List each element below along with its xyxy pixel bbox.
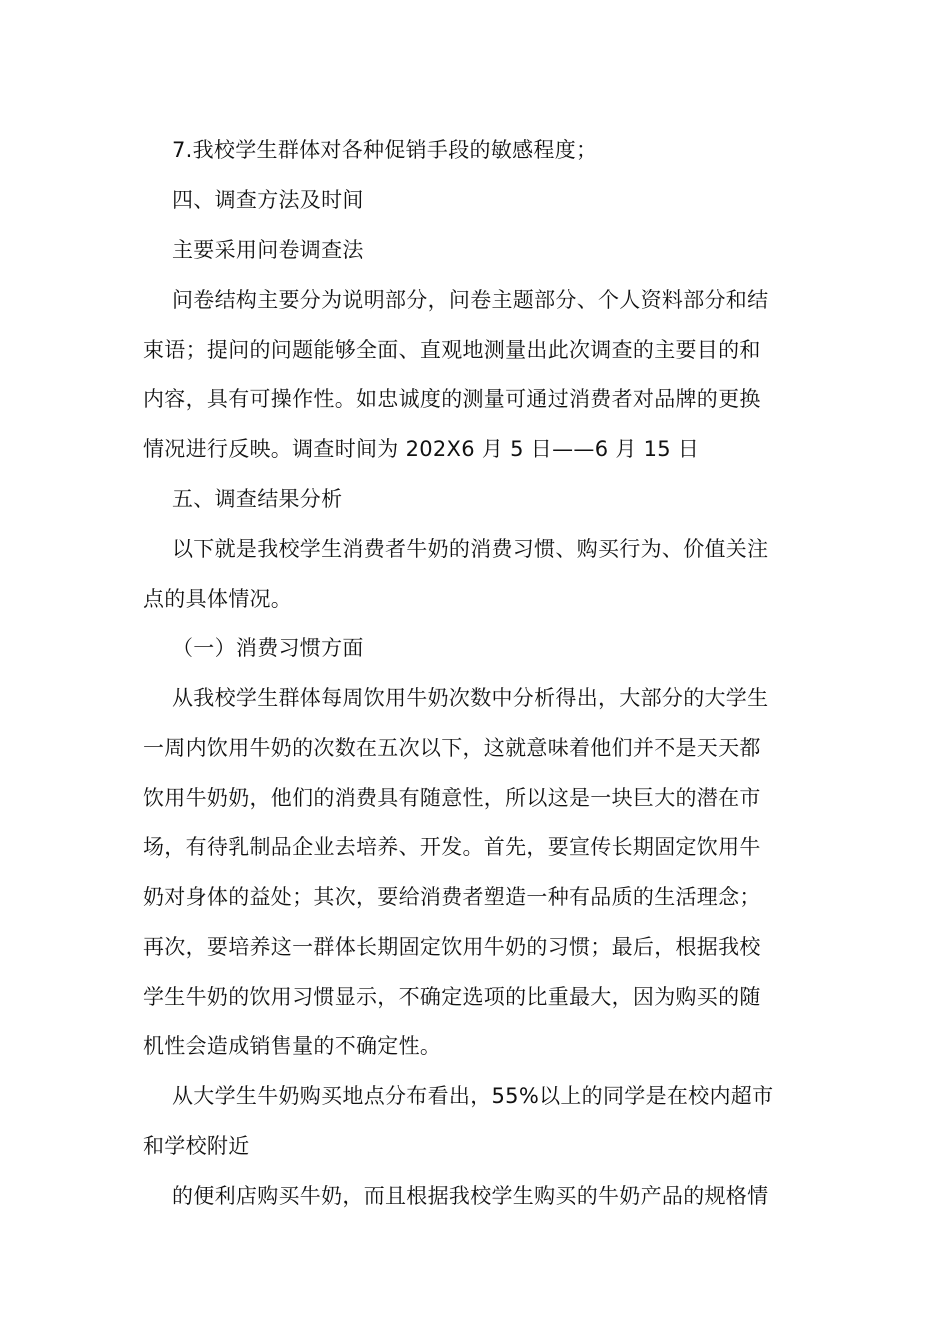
section-heading-four: 四、调查方法及时间 xyxy=(172,188,364,212)
paragraph-line: 束语；提问的问题能够全面、直观地测量出此次调查的主要目的和 xyxy=(143,338,761,362)
paragraph-line: 学生牛奶的饮用习惯显示，不确定选项的比重最大，因为购买的随 xyxy=(143,985,761,1009)
paragraph-line: 情况进行反映。调查时间为 202X6 月 5 日——6 月 15 日 xyxy=(143,437,700,461)
paragraph-line: 机性会造成销售量的不确定性。 xyxy=(143,1034,442,1058)
paragraph-line: 的便利店购买牛奶，而且根据我校学生购买的牛奶产品的规格情 xyxy=(172,1184,769,1208)
paragraph-line: 饮用牛奶奶，他们的消费具有随意性，所以这是一块巨大的潜在市 xyxy=(143,786,761,810)
paragraph-line: 从我校学生群体每周饮用牛奶次数中分析得出，大部分的大学生 xyxy=(172,686,769,710)
paragraph-line: 内容，具有可操作性。如忠诚度的测量可通过消费者对品牌的更换 xyxy=(143,387,761,411)
paragraph-line: 一周内饮用牛奶的次数在五次以下，这就意味着他们并不是天天都 xyxy=(143,736,761,760)
subsection-heading: （一）消费习惯方面 xyxy=(172,636,364,660)
paragraph-line: 问卷结构主要分为说明部分，问卷主题部分、个人资料部分和结 xyxy=(172,288,769,312)
paragraph-line: 场，有待乳制品企业去培养、开发。首先，要宣传长期固定饮用牛 xyxy=(143,835,761,859)
section-heading-five: 五、调查结果分析 xyxy=(172,487,343,511)
text-line-method: 主要采用问卷调查法 xyxy=(172,238,364,262)
paragraph-line: 点的具体情况。 xyxy=(143,587,293,611)
paragraph-line: 奶对身体的益处；其次，要给消费者塑造一种有品质的生活理念； xyxy=(143,885,761,909)
text-line-item-7: 7.我校学生群体对各种促销手段的敏感程度； xyxy=(172,138,598,162)
paragraph-line: 再次，要培养这一群体长期固定饮用牛奶的习惯；最后，根据我校 xyxy=(143,935,761,959)
paragraph-line: 以下就是我校学生消费者牛奶的消费习惯、购买行为、价值关注 xyxy=(172,537,769,561)
paragraph-line: 和学校附近 xyxy=(143,1134,250,1158)
paragraph-line: 从大学生牛奶购买地点分布看出，55%以上的同学是在校内超市 xyxy=(172,1084,774,1108)
